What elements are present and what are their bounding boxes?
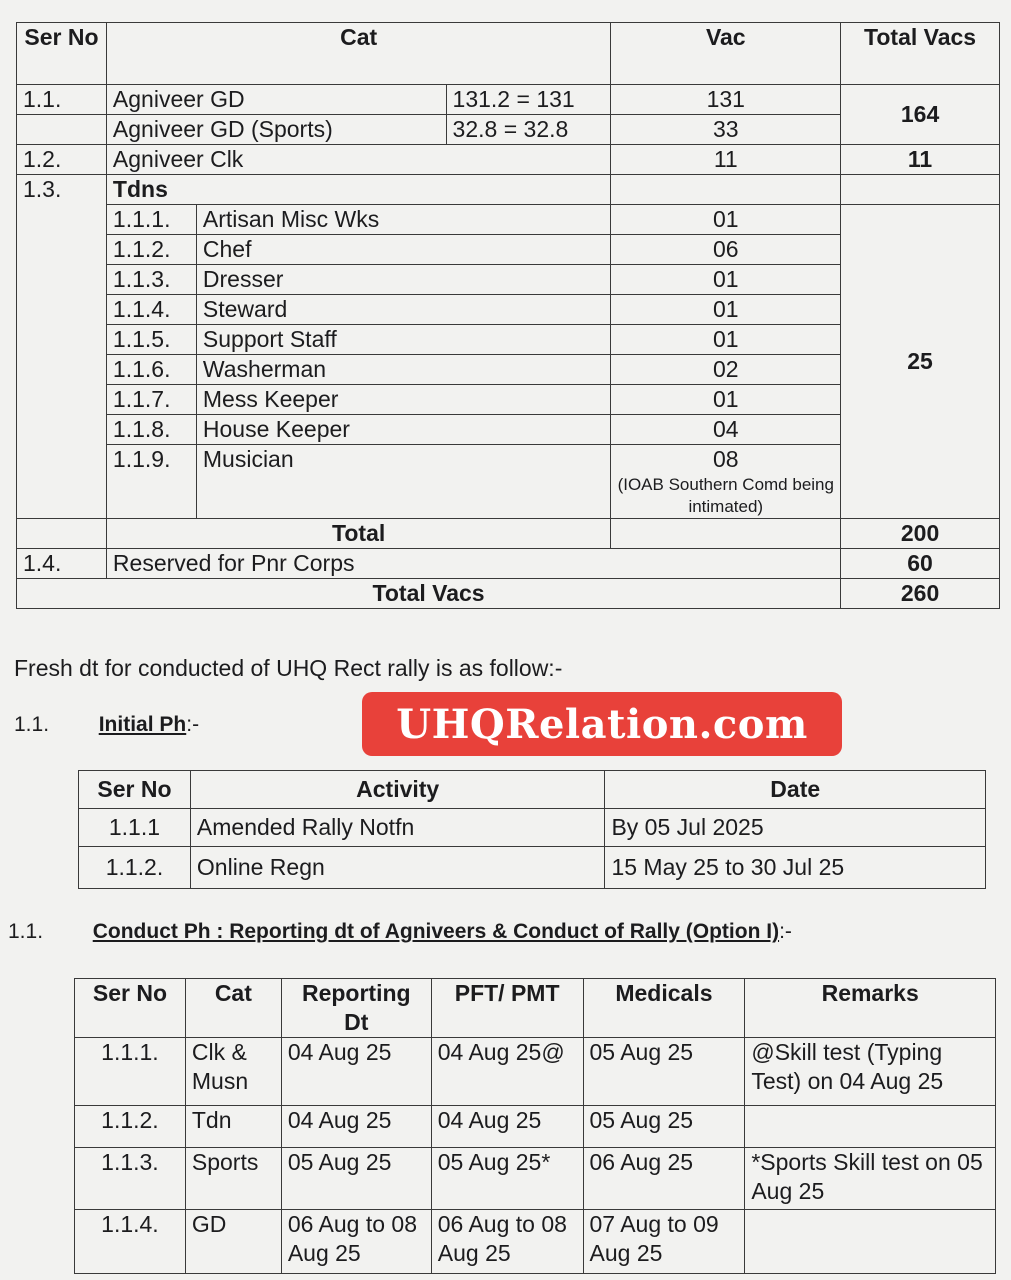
tdn-vac — [611, 445, 841, 519]
calc-cell: 32.8 = 32.8 — [446, 115, 611, 145]
table-row — [79, 847, 986, 889]
ser-cell: 1.3. — [17, 175, 107, 519]
remarks-cell — [745, 1106, 996, 1148]
ser-cell: 1.1.4. — [75, 1210, 186, 1274]
ser-cell: 1.1.2. — [79, 847, 191, 889]
date-cell: By 05 Jul 2025 — [605, 809, 986, 847]
tdn-vac: 01 — [611, 265, 841, 295]
section-title: Initial Ph — [98, 713, 187, 736]
tdn-vac: 02 — [611, 355, 841, 385]
tdn-ser: 1.1.1. — [106, 205, 196, 235]
cat-cell: Sports — [185, 1148, 281, 1210]
vac-cell: 11 — [611, 145, 841, 175]
medicals-cell: 07 Aug to 09 Aug 25 — [583, 1210, 745, 1274]
medicals-cell: 06 Aug 25 — [583, 1148, 745, 1210]
header-ser-no: Ser No — [17, 23, 107, 85]
total-label: Total — [106, 519, 610, 549]
section-suffix: :- — [779, 920, 792, 943]
reserved-row — [17, 549, 1000, 579]
medicals-cell: 05 Aug 25 — [583, 1038, 745, 1106]
vac-cell — [611, 175, 841, 205]
table-row — [17, 85, 1000, 115]
initial-header-row — [79, 771, 986, 809]
conduct-phase-heading — [8, 920, 792, 944]
ser-cell: 1.1.3. — [75, 1148, 186, 1210]
tdn-ser: 1.1.9. — [106, 445, 196, 519]
ser-cell: 1.2. — [17, 145, 107, 175]
tdn-cat: House Keeper — [196, 415, 611, 445]
section-number: 1.1. — [8, 920, 44, 943]
total-value: 200 — [841, 519, 1000, 549]
total-row — [17, 519, 1000, 549]
tdn-cat: Steward — [196, 295, 611, 325]
ser-cell — [17, 115, 107, 145]
conduct-header-row — [75, 979, 996, 1038]
total-blank — [17, 519, 107, 549]
grand-total-label: Total Vacs — [17, 579, 841, 609]
header-cat: Cat — [185, 979, 281, 1038]
reserved-label: Reserved for Pnr Corps — [106, 549, 840, 579]
tdn-cat: Musician — [196, 445, 611, 519]
table-row — [79, 809, 986, 847]
pft-cell: 04 Aug 25 — [431, 1106, 583, 1148]
remarks-cell — [745, 1210, 996, 1274]
tdn-vac: 01 — [611, 325, 841, 355]
section-number: 1.1. — [14, 713, 50, 736]
header-medicals: Medicals — [583, 979, 745, 1038]
reporting-cell: 04 Aug 25 — [281, 1106, 431, 1148]
section-suffix: :- — [186, 713, 200, 736]
activity-cell: Amended Rally Notfn — [190, 809, 605, 847]
intro-text: Fresh dt for conducted of UHQ Rect rally is as follow:- — [14, 655, 563, 681]
vac-cell: 33 — [611, 115, 841, 145]
cat-cell: Tdns — [106, 175, 610, 205]
ser-cell: 1.1.1 — [79, 809, 191, 847]
tdn-ser: 1.1.2. — [106, 235, 196, 265]
tdn-cat: Chef — [196, 235, 611, 265]
reserved-value: 60 — [841, 549, 1000, 579]
header-remarks: Remarks — [745, 979, 996, 1038]
header-vac: Vac — [611, 23, 841, 85]
tdn-ser: 1.1.8. — [106, 415, 196, 445]
total-blank — [611, 519, 841, 549]
header-activity: Activity — [190, 771, 605, 809]
header-ser-no: Ser No — [79, 771, 191, 809]
cat-cell: Agniveer GD — [106, 85, 446, 115]
reporting-cell: 04 Aug 25 — [281, 1038, 431, 1106]
date-cell: 15 May 25 to 30 Jul 25 — [605, 847, 986, 889]
vac-cell: 131 — [611, 85, 841, 115]
cat-cell: Clk & Musn — [185, 1038, 281, 1106]
tdn-cat: Dresser — [196, 265, 611, 295]
vacancy-table — [16, 22, 1000, 609]
reporting-cell: 06 Aug to 08 Aug 25 — [281, 1210, 431, 1274]
musician-note: (IOAB Southern Comd being intimated) — [617, 475, 834, 516]
cat-cell: Tdn — [185, 1106, 281, 1148]
total-cell: 164 — [841, 85, 1000, 145]
tdn-cat: Support Staff — [196, 325, 611, 355]
table-row — [75, 1038, 996, 1106]
tdn-ser: 1.1.7. — [106, 385, 196, 415]
tdn-ser: 1.1.3. — [106, 265, 196, 295]
musician-vac: 08 — [712, 446, 739, 472]
section-title: Conduct Ph : Reporting dt of Agniveers & Conduct of Rally (Option I) — [92, 920, 780, 943]
tdn-vac: 06 — [611, 235, 841, 265]
tdn-ser: 1.1.6. — [106, 355, 196, 385]
pft-cell: 06 Aug to 08 Aug 25 — [431, 1210, 583, 1274]
header-total-vacs: Total Vacs — [841, 23, 1000, 85]
total-cell — [841, 175, 1000, 205]
table-row — [75, 1148, 996, 1210]
remarks-cell: *Sports Skill test on 05 Aug 25 — [745, 1148, 996, 1210]
tdn-vac: 01 — [611, 295, 841, 325]
header-cat: Cat — [106, 23, 610, 85]
table-row — [75, 1210, 996, 1274]
ser-cell: 1.1.2. — [75, 1106, 186, 1148]
cat-cell: Agniveer Clk — [106, 145, 610, 175]
table-row — [17, 145, 1000, 175]
table-row — [75, 1106, 996, 1148]
tdn-cat: Mess Keeper — [196, 385, 611, 415]
pft-cell: 05 Aug 25* — [431, 1148, 583, 1210]
tdn-vac: 01 — [611, 385, 841, 415]
tdn-ser: 1.1.5. — [106, 325, 196, 355]
tdn-ser: 1.1.4. — [106, 295, 196, 325]
tdn-cat: Artisan Misc Wks — [196, 205, 611, 235]
initial-phase-heading — [14, 713, 199, 737]
ser-cell: 1.1.1. — [75, 1038, 186, 1106]
grand-total-row — [17, 579, 1000, 609]
tdns-total: 25 — [841, 205, 1000, 519]
pft-cell: 04 Aug 25@ — [431, 1038, 583, 1106]
conduct-phase-table — [74, 978, 996, 1274]
cat-cell: Agniveer GD (Sports) — [106, 115, 446, 145]
cat-cell: GD — [185, 1210, 281, 1274]
tdn-vac: 04 — [611, 415, 841, 445]
header-reporting-dt: Reporting Dt — [281, 979, 431, 1038]
calc-cell: 131.2 = 131 — [446, 85, 611, 115]
remarks-cell: @Skill test (Typing Test) on 04 Aug 25 — [745, 1038, 996, 1106]
header-pft-pmt: PFT/ PMT — [431, 979, 583, 1038]
total-cell: 11 — [841, 145, 1000, 175]
initial-phase-table — [78, 770, 986, 889]
table-row — [17, 175, 1000, 205]
grand-total-value: 260 — [841, 579, 1000, 609]
medicals-cell: 05 Aug 25 — [583, 1106, 745, 1148]
reserved-ser: 1.4. — [17, 549, 107, 579]
ser-cell: 1.1. — [17, 85, 107, 115]
tdn-row — [17, 205, 1000, 235]
watermark-logo: UHQRelation.com — [362, 692, 842, 756]
vacancy-header-row — [17, 23, 1000, 85]
activity-cell: Online Regn — [190, 847, 605, 889]
tdn-cat: Washerman — [196, 355, 611, 385]
tdn-vac: 01 — [611, 205, 841, 235]
reporting-cell: 05 Aug 25 — [281, 1148, 431, 1210]
header-date: Date — [605, 771, 986, 809]
header-ser-no: Ser No — [75, 979, 186, 1038]
